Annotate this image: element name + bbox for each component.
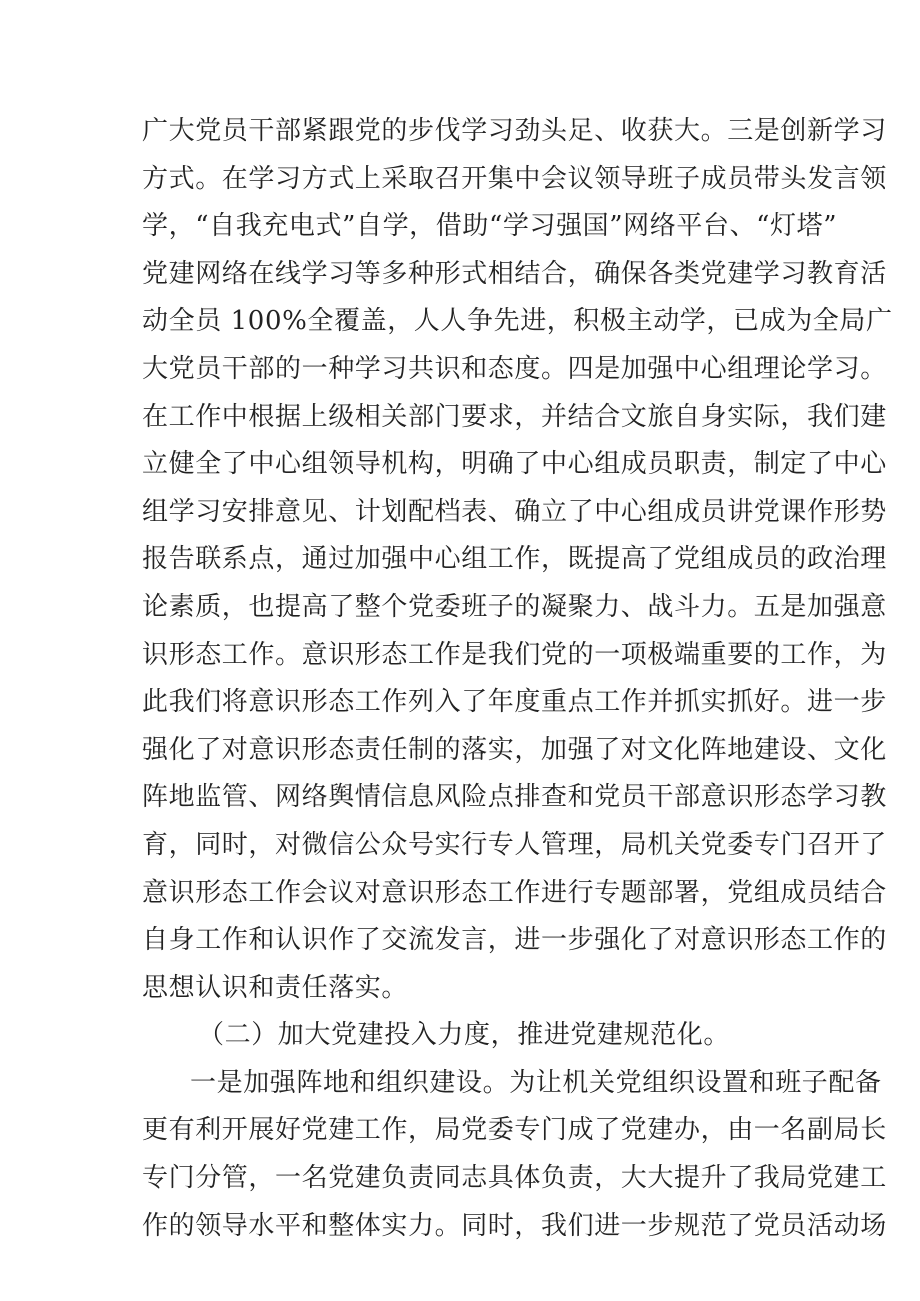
text-line: 立健全了中心组领导机构，明确了中心组成员职责，制定了中心 [142,449,887,480]
text-line: 此我们将意识形态工作列入了年度重点工作并抓实抓好。进一步 [142,687,887,718]
section-heading: （二）加大党建投入力度，推进党建规范化。 [198,1020,731,1051]
text-line: 阵地监管、网络舆情信息风险点排查和党员干部意识形态学习教 [142,782,887,813]
text-line: 自身工作和认识作了交流发言，进一步强化了对意识形态工作的 [142,925,887,956]
text-line: 论素质，也提高了整个党委班子的凝聚力、战斗力。五是加强意 [142,591,887,622]
text-line: 动全员 100%全覆盖，人人争先进，积极主动学，已成为全局广 [142,306,893,337]
text-line: 专门分管，一名党建负责同志具体负责，大大提升了我局党建工 [142,1163,887,1194]
text-line: 在工作中根据上级相关部门要求，并结合文旅自身实际，我们建 [142,401,887,432]
text-line: 作的领导水平和整体实力。同时，我们进一步规范了党员活动场 [142,1210,887,1241]
text-line: 意识形态工作会议对意识形态工作进行专题部署，党组成员结合 [142,877,887,908]
text-line: 思想认识和责任落实。 [142,972,409,1003]
text-line: 报告联系点，通过加强中心组工作，既提高了党组成员的政治理 [142,544,887,575]
text-line: 强化了对意识形态责任制的落实，加强了对文化阵地建设、文化 [142,734,887,765]
text-line: 更有利开展好党建工作，局党委专门成了党建办，由一名副局长 [142,1115,887,1146]
paragraph-first-line: 一是加强阵地和组织建设。为让机关党组织设置和班子配备 [190,1067,882,1098]
text-line: 识形态工作。意识形态工作是我们党的一项极端重要的工作，为 [142,639,887,670]
text-line: 大党员干部的一种学习共识和态度。四是加强中心组理论学习。 [142,353,887,384]
text-line: 方式。在学习方式上采取召开集中会议领导班子成员带头发言领 [142,163,887,194]
text-line: 党建网络在线学习等多种形式相结合，确保各类党建学习教育活 [142,258,887,289]
text-line: 组学习安排意见、计划配档表、确立了中心组成员讲党课作形势 [142,496,887,527]
document-body [142,108,893,1250]
text-line: 广大党员干部紧跟党的步伐学习劲头足、收获大。三是创新学习 [142,116,887,146]
text-line: 学，“自我充电式”自学，借助“学习强国”网络平台、“灯塔” [142,211,838,242]
text-line: 育，同时，对微信公众号实行专人管理，局机关党委专门召开了 [142,829,887,860]
